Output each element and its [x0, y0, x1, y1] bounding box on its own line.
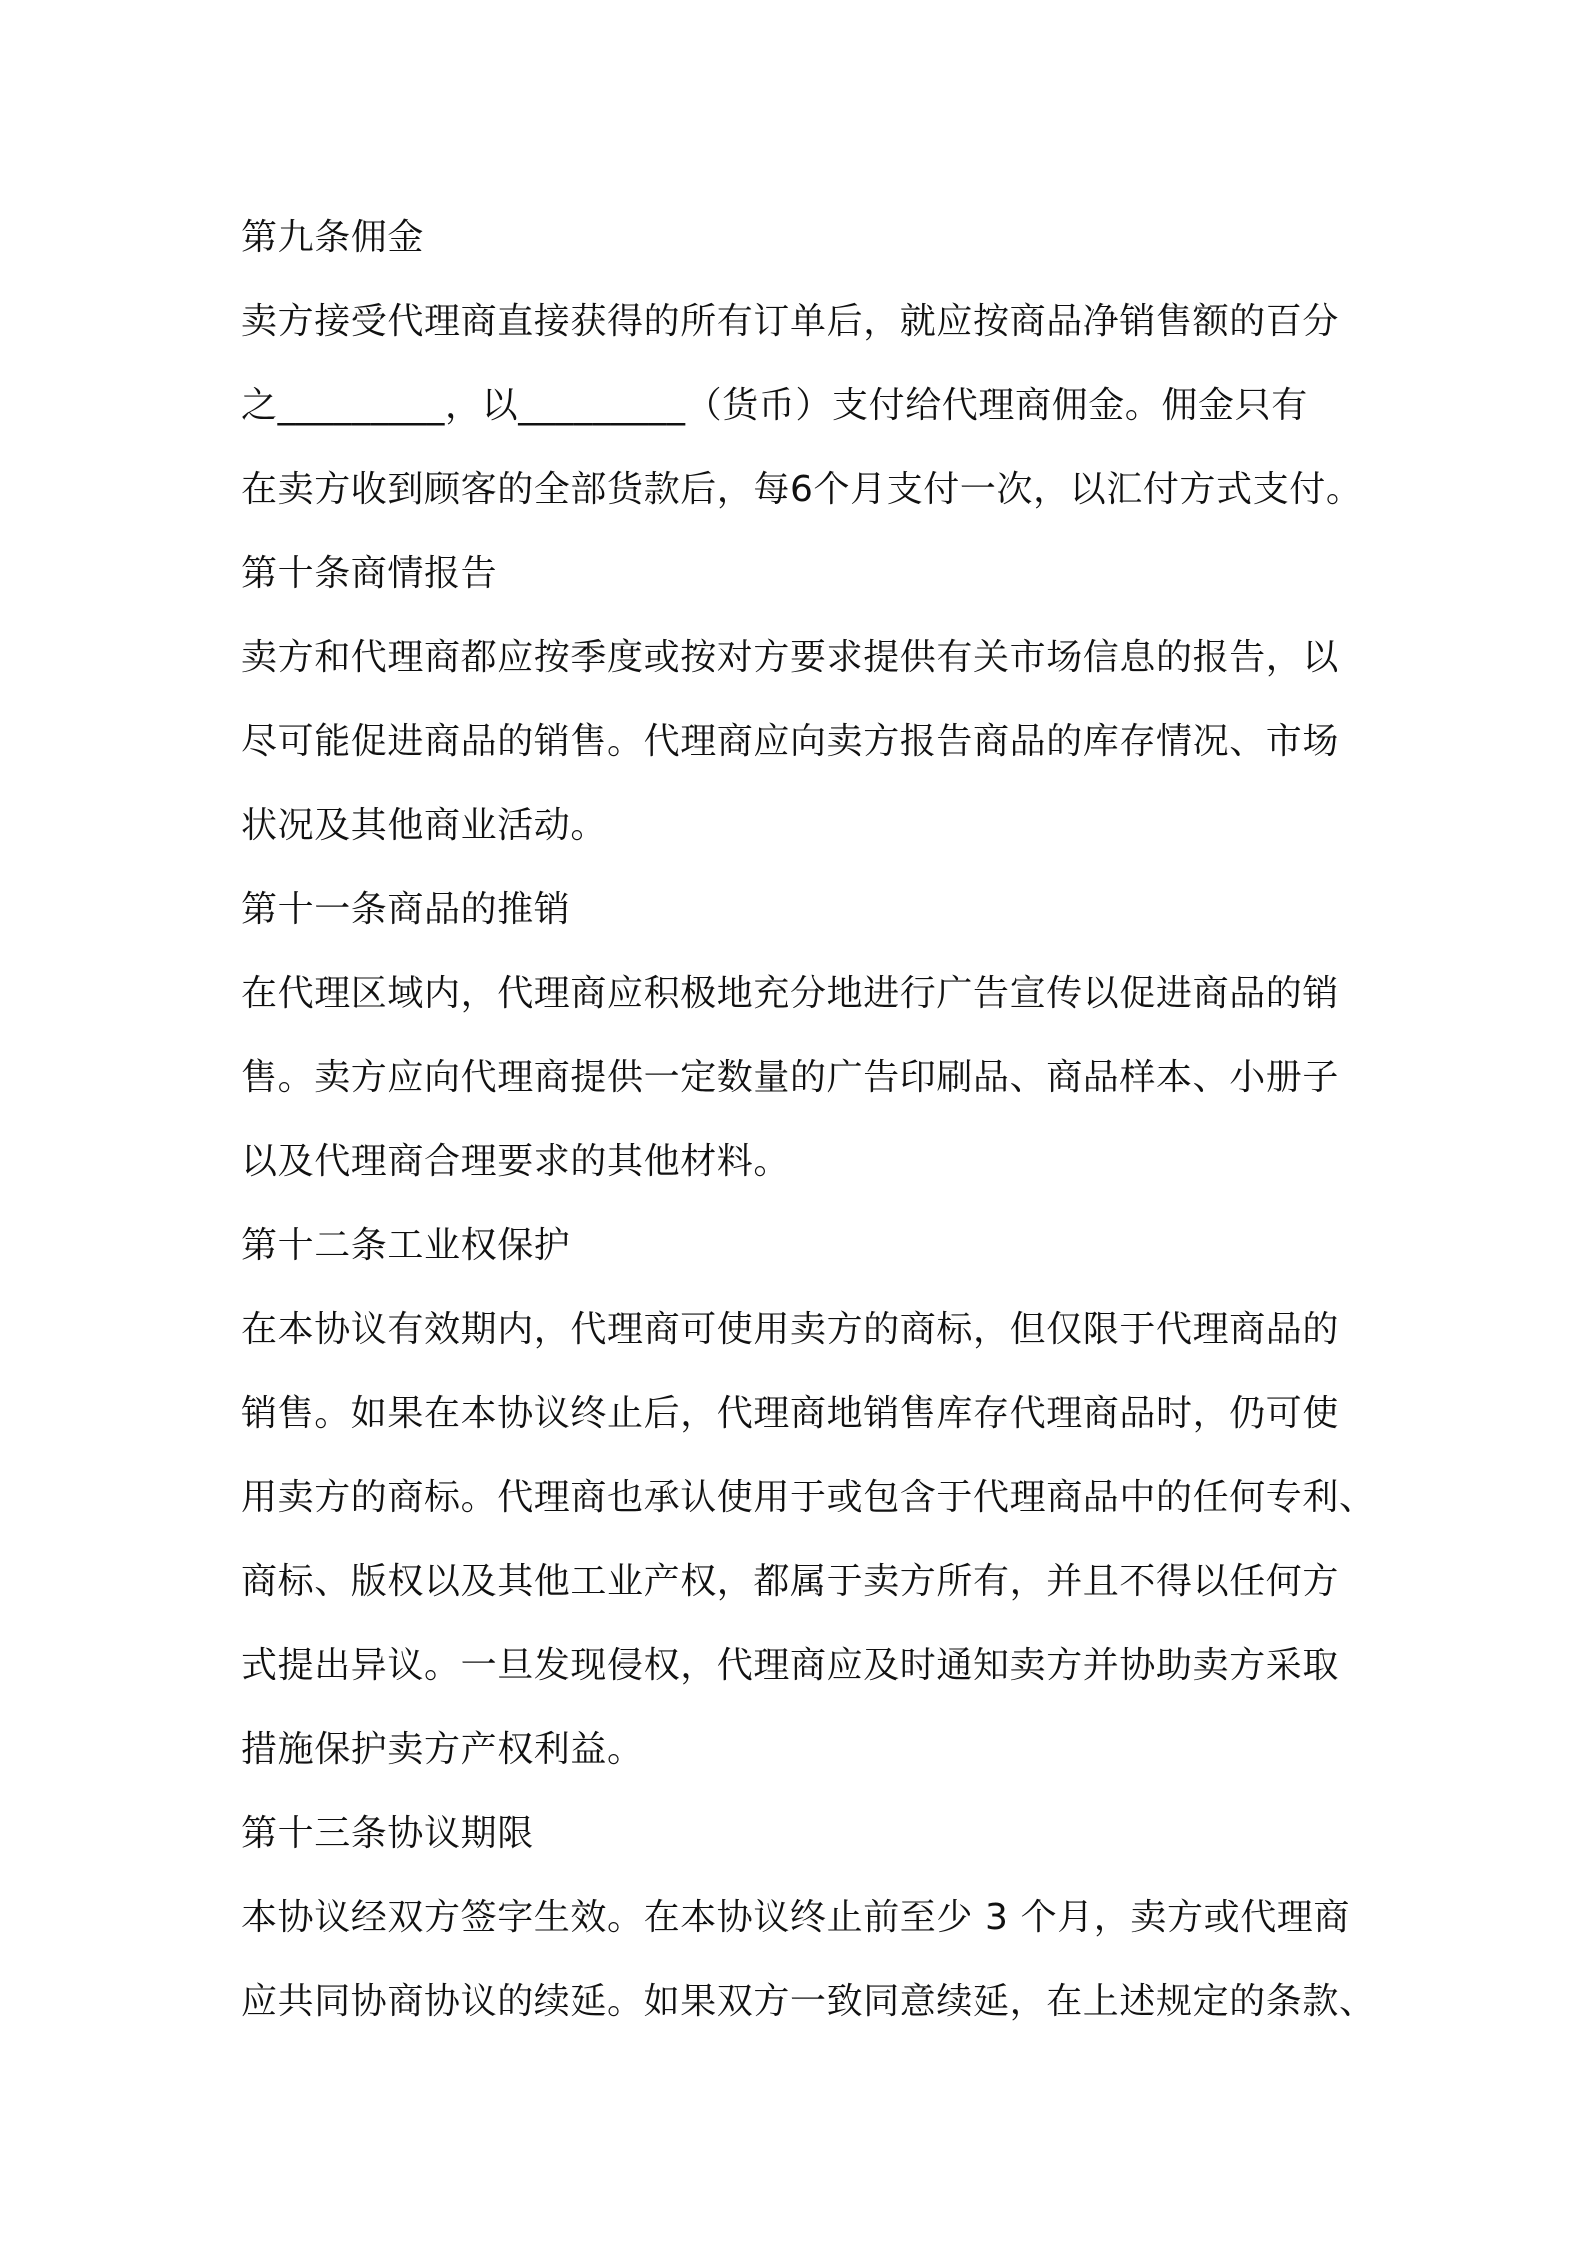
article-heading-12: 第十二条工业权保护 [241, 1225, 571, 1266]
paragraph-line: 本协议经双方签字生效。在本协议终止前至少 3 个月，卖方或代理商 [241, 1897, 1350, 1938]
paragraph-line: 卖方接受代理商直接获得的所有订单后，就应按商品净销售额的百分 [241, 301, 1340, 342]
paragraph-line: 在代理区域内，代理商应积极地充分地进行广告宣传以促进商品的销 [241, 973, 1340, 1014]
paragraph-line: 用卖方的商标。代理商也承认使用于或包含于代理商品中的任何专利、 [241, 1477, 1376, 1518]
article-heading-13: 第十三条协议期限 [241, 1813, 534, 1854]
paragraph-line: 以及代理商合理要求的其他材料。 [241, 1141, 791, 1182]
paragraph-line: 在本协议有效期内，代理商可使用卖方的商标，但仅限于代理商品的 [241, 1309, 1340, 1350]
paragraph-line: 应共同协商协议的续延。如果双方一致同意续延，在上述规定的条款、 [241, 1981, 1376, 2022]
article-heading-11: 第十一条商品的推销 [241, 889, 571, 930]
paragraph-line: 式提出异议。一旦发现侵权，代理商应及时通知卖方并协助卖方采取 [241, 1645, 1340, 1686]
paragraph-line: 卖方和代理商都应按季度或按对方要求提供有关市场信息的报告，以 [241, 637, 1340, 678]
paragraph-line: 状况及其他商业活动。 [241, 805, 608, 846]
paragraph-line: 商标、版权以及其他工业产权，都属于卖方所有，并且不得以任何方 [241, 1561, 1340, 1602]
paragraph-line: 在卖方收到顾客的全部货款后，每6个月支付一次，以汇付方式支付。 [241, 469, 1363, 510]
document-body [241, 196, 1376, 2044]
paragraph-line: 售。卖方应向代理商提供一定数量的广告印刷品、商品样本、小册子 [241, 1057, 1340, 1098]
paragraph-line: 销售。如果在本协议终止后，代理商地销售库存代理商品时，仍可使 [241, 1393, 1340, 1434]
paragraph-line: 之_________，以_________（货币）支付给代理商佣金。佣金只有 [241, 385, 1308, 426]
article-heading-10: 第十条商情报告 [241, 553, 498, 594]
paragraph-line: 尽可能促进商品的销售。代理商应向卖方报告商品的库存情况、市场 [241, 721, 1340, 762]
paragraph-line: 措施保护卖方产权利益。 [241, 1729, 644, 1770]
article-heading-9: 第九条佣金 [241, 217, 425, 258]
